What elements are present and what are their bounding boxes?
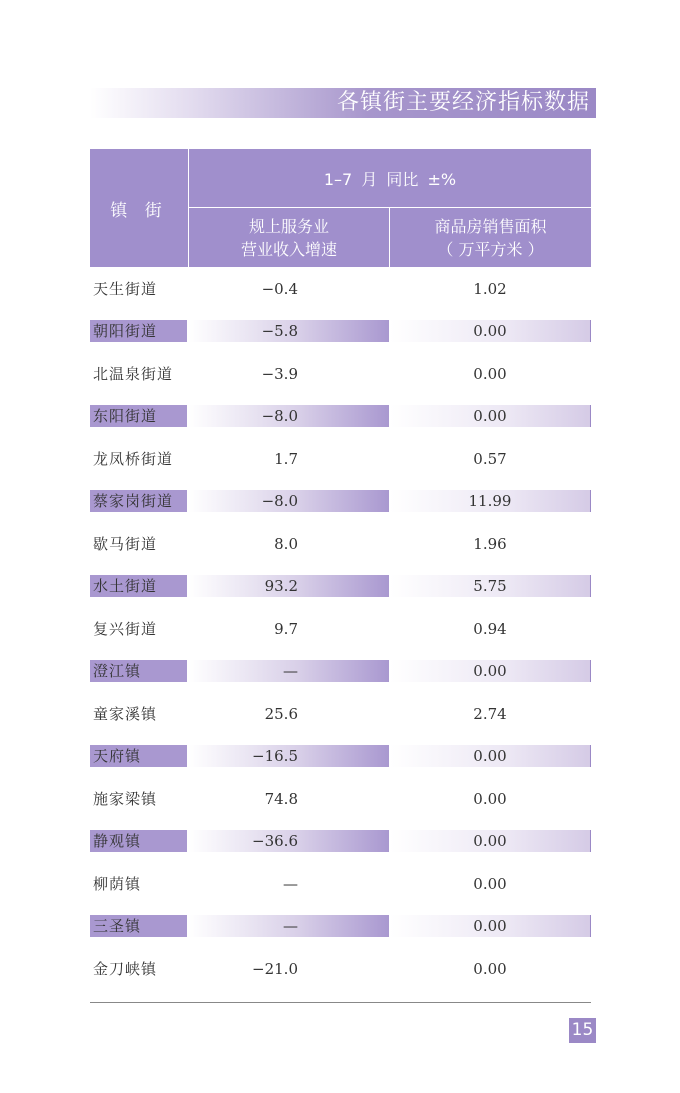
page-number: 15 bbox=[569, 1018, 596, 1043]
housing-sales-value: 11.99 bbox=[390, 490, 591, 512]
table-row bbox=[90, 575, 591, 597]
table-row bbox=[90, 363, 591, 385]
service-revenue-cell bbox=[189, 660, 390, 682]
town-name: 歇马街道 bbox=[90, 533, 188, 555]
service-revenue-value: 93.2 bbox=[264, 577, 298, 595]
town-name: 北温泉街道 bbox=[90, 363, 188, 385]
table-row bbox=[90, 830, 591, 852]
service-revenue-cell bbox=[189, 958, 390, 980]
service-revenue-value: 74.8 bbox=[264, 790, 298, 808]
title-bar bbox=[90, 88, 596, 118]
table-row bbox=[90, 703, 591, 725]
table-row bbox=[90, 788, 591, 810]
service-revenue-cell bbox=[189, 915, 390, 937]
service-revenue-value: — bbox=[283, 917, 298, 935]
service-revenue-cell bbox=[189, 448, 390, 470]
table-row bbox=[90, 448, 591, 470]
town-name: 三圣镇 bbox=[90, 915, 188, 937]
table-row bbox=[90, 320, 591, 342]
town-name: 施家梁镇 bbox=[90, 788, 188, 810]
table-row bbox=[90, 278, 591, 300]
service-revenue-value: −21.0 bbox=[252, 960, 298, 978]
service-revenue-cell bbox=[189, 490, 390, 512]
header-housing-sales bbox=[390, 208, 591, 267]
town-name: 朝阳街道 bbox=[90, 320, 188, 342]
housing-sales-value: 2.74 bbox=[473, 705, 507, 723]
housing-sales-value: 1.96 bbox=[473, 535, 507, 553]
table-row bbox=[90, 533, 591, 555]
header-housing-sales-line1: 商品房销售面积 bbox=[434, 216, 547, 236]
town-name: 天府镇 bbox=[90, 745, 188, 767]
housing-sales-value: 0.57 bbox=[473, 450, 507, 468]
housing-sales-value: 0.00 bbox=[390, 830, 591, 852]
table-row bbox=[90, 405, 591, 427]
town-name: 金刀峡镇 bbox=[90, 958, 188, 980]
housing-sales-value: 0.00 bbox=[390, 745, 591, 767]
housing-sales-value: 0.00 bbox=[473, 365, 507, 383]
header-period: 1–7 月 同比 ±% bbox=[189, 149, 591, 208]
service-revenue-value: — bbox=[283, 662, 298, 680]
housing-sales-value: 0.00 bbox=[473, 960, 507, 978]
service-revenue-cell bbox=[189, 575, 390, 597]
housing-sales-value: 1.02 bbox=[473, 280, 507, 298]
service-revenue-value: −5.8 bbox=[261, 322, 298, 340]
town-name: 静观镇 bbox=[90, 830, 188, 852]
service-revenue-cell bbox=[189, 278, 390, 300]
housing-sales-value: 0.00 bbox=[390, 660, 591, 682]
service-revenue-cell bbox=[189, 703, 390, 725]
table-row bbox=[90, 873, 591, 895]
service-revenue-cell bbox=[189, 873, 390, 895]
service-revenue-value: −3.9 bbox=[261, 365, 298, 383]
service-revenue-value: −0.4 bbox=[261, 280, 298, 298]
town-name: 天生街道 bbox=[90, 278, 188, 300]
town-name: 水土街道 bbox=[90, 575, 188, 597]
header-service-revenue-line2: 营业收入增速 bbox=[240, 239, 337, 259]
service-revenue-cell bbox=[189, 363, 390, 385]
service-revenue-value: — bbox=[283, 875, 298, 893]
service-revenue-cell bbox=[189, 618, 390, 640]
service-revenue-cell bbox=[189, 788, 390, 810]
town-name: 东阳街道 bbox=[90, 405, 188, 427]
town-name: 童家溪镇 bbox=[90, 703, 188, 725]
table-header bbox=[90, 149, 591, 267]
header-service-revenue-line1: 规上服务业 bbox=[248, 216, 329, 236]
housing-sales-value: 0.00 bbox=[390, 320, 591, 342]
service-revenue-value: 1.7 bbox=[274, 450, 298, 468]
header-service-revenue bbox=[189, 208, 390, 267]
service-revenue-value: 9.7 bbox=[274, 620, 298, 638]
service-revenue-cell bbox=[189, 533, 390, 555]
bottom-divider bbox=[90, 1002, 591, 1003]
table-row bbox=[90, 490, 591, 512]
town-name: 澄江镇 bbox=[90, 660, 188, 682]
header-housing-sales-line2: （ 万平方米 ） bbox=[437, 239, 544, 259]
service-revenue-cell bbox=[189, 830, 390, 852]
town-name: 龙凤桥街道 bbox=[90, 448, 188, 470]
service-revenue-value: 8.0 bbox=[274, 535, 298, 553]
service-revenue-value: −16.5 bbox=[252, 747, 298, 765]
header-town: 镇 街 bbox=[90, 149, 189, 267]
housing-sales-value: 0.94 bbox=[473, 620, 507, 638]
table-row bbox=[90, 660, 591, 682]
table-row bbox=[90, 745, 591, 767]
town-name: 复兴街道 bbox=[90, 618, 188, 640]
town-name: 蔡家岗街道 bbox=[90, 490, 188, 512]
housing-sales-value: 0.00 bbox=[390, 405, 591, 427]
service-revenue-value: −8.0 bbox=[261, 407, 298, 425]
service-revenue-cell bbox=[189, 320, 390, 342]
table-row bbox=[90, 618, 591, 640]
housing-sales-value: 0.00 bbox=[390, 915, 591, 937]
housing-sales-value: 0.00 bbox=[473, 790, 507, 808]
service-revenue-cell bbox=[189, 745, 390, 767]
service-revenue-value: −36.6 bbox=[252, 832, 298, 850]
table-row bbox=[90, 915, 591, 937]
service-revenue-value: −8.0 bbox=[261, 492, 298, 510]
service-revenue-cell bbox=[189, 405, 390, 427]
town-name: 柳荫镇 bbox=[90, 873, 188, 895]
housing-sales-value: 5.75 bbox=[390, 575, 591, 597]
table-row bbox=[90, 958, 591, 980]
service-revenue-value: 25.6 bbox=[264, 705, 298, 723]
housing-sales-value: 0.00 bbox=[473, 875, 507, 893]
page-title: 各镇街主要经济指标数据 bbox=[336, 90, 590, 115]
